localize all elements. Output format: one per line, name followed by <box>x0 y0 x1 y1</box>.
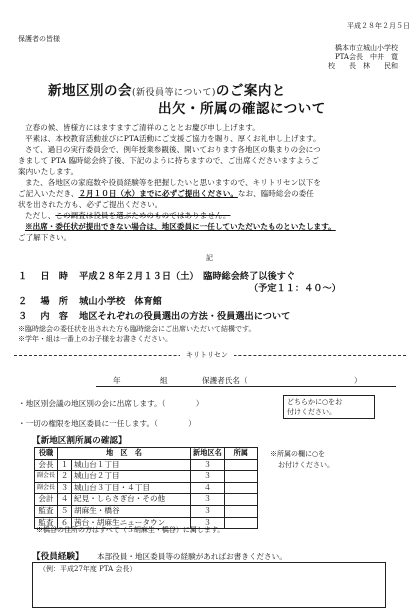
row-role: 監査 <box>35 505 58 517</box>
assignment-heading: 【新地区割所属の確認】 <box>32 436 127 446</box>
column-area: 地 区 名 <box>58 448 191 460</box>
table-row <box>35 505 258 517</box>
row-code: ３ <box>191 471 225 483</box>
row-role: 副会長 <box>35 471 58 483</box>
delegate-option[interactable]: ・一切の権限を地区委員に一任します。（ ） <box>18 419 196 428</box>
note-1: ※臨時総会の委任状を出された方も臨時総会にご出席いただいて結構です。 <box>18 325 256 333</box>
row-belong-cell[interactable] <box>224 482 257 494</box>
paragraph-7: ご了解下さい。 <box>18 233 72 242</box>
row-no: ２ <box>58 471 72 483</box>
row-belong-cell[interactable] <box>224 494 257 506</box>
paragraph-5 <box>25 210 231 221</box>
title-line-1-c: のご案内と <box>215 83 286 99</box>
row-area: 茜台・胡麻生ニュータウン <box>72 517 191 529</box>
row-code: ４ <box>191 482 225 494</box>
cut-line-label: キリトリセン <box>180 350 234 360</box>
item-1-value: 平成２８年２月１３日（土） 臨時総会終了以後すぐ <box>79 271 296 282</box>
assignment-table <box>34 447 258 529</box>
class-label: 組 <box>160 376 168 385</box>
guardian-name-field[interactable] <box>96 386 396 387</box>
table-row <box>35 471 258 483</box>
row-area: 城山台３丁目・４丁目 <box>72 482 191 494</box>
title-line-1-a: 新地区別の会 <box>48 83 132 99</box>
assignment-footnote: ※橋谷の住所の方はすべて（５胡麻生・橋谷）に属します。 <box>36 526 225 534</box>
row-area: 胡麻生・橋谷 <box>72 505 191 517</box>
row-belong-cell[interactable] <box>224 505 257 517</box>
experience-input-box[interactable] <box>32 562 386 608</box>
item-1-time: （予定１１：４０〜） <box>249 283 341 294</box>
item-2-no: ２ <box>18 296 28 307</box>
paragraph-4b-pre: ご記入いただき、 <box>18 189 79 198</box>
paragraph-4b-post: なお、臨時総会の委任 <box>237 189 314 198</box>
row-belong-cell[interactable] <box>224 459 257 471</box>
row-no: １ <box>58 459 72 471</box>
grade-label: 年 <box>113 376 121 385</box>
column-new-area: 新地区名 <box>191 448 225 460</box>
paragraph-2: 平素は、本校教育活動並びにPTA活動にご支援ご協力を賜り、厚くお礼申し上げます。 <box>25 134 321 143</box>
submission-deadline: ２月１０日（水）までに必ずご提出ください。 <box>78 189 238 198</box>
row-no: ４ <box>58 494 72 506</box>
sender-school: 橋本市立城山小学校 <box>335 44 398 52</box>
row-no: ６ <box>58 517 72 529</box>
belong-note-line-1: ※所属の欄に○を <box>270 450 326 458</box>
column-belong: 所属 <box>224 448 257 460</box>
guardian-name-label: 保護者氏名（ <box>202 376 248 385</box>
row-code: ３ <box>191 459 225 471</box>
title-line-2: 出欠・所属の確認について <box>158 101 326 117</box>
paragraph-1: 立春の候、皆様方にはますますご清祥のこととお慶び申し上げます。 <box>25 123 260 132</box>
row-no: ３ <box>58 482 72 494</box>
paragraph-5-struck: この調査は役員を選ぶためのものではありません。 <box>55 211 231 220</box>
row-code: ３ <box>191 494 225 506</box>
sender-principal: 校 長 林 民和 <box>328 62 398 70</box>
row-area: 城山台１丁目 <box>72 459 191 471</box>
belong-note-line-2: お付けください。 <box>278 461 334 469</box>
choose-note-line-2: 付けください。 <box>287 408 336 416</box>
paragraph-3c: 案内いたします。 <box>18 167 79 176</box>
paragraph-3b: きまして PTA 臨時総会終了後、下記のように持ちますので、ご出席くださいますようご <box>18 156 319 165</box>
item-3-value: 地区それぞれの役員選出の方法・役員選出について <box>79 311 291 322</box>
guardian-name-close: ） <box>354 376 362 385</box>
item-3-no: ３ <box>18 311 28 322</box>
assignment-header-row <box>35 448 258 460</box>
item-2-value: 城山小学校 体育館 <box>79 296 162 307</box>
row-belong-cell[interactable] <box>224 517 257 529</box>
experience-prompt: 本部役員・地区委員等の経験があればお書きください。 <box>97 552 287 561</box>
ki-marker: 記 <box>206 254 213 262</box>
row-role: 会計 <box>35 494 58 506</box>
paragraph-4b <box>18 188 314 199</box>
choose-note-line-1: どちらかに○をお <box>287 398 343 406</box>
paragraph-4a: また、各地区の家庭数や役員経験等を把握したいと思いますので、キリトリセン以下を <box>25 178 321 187</box>
addressee: 保護者の皆様 <box>18 35 60 43</box>
row-code: ３ <box>191 517 225 529</box>
row-role: 副会長 <box>35 482 58 494</box>
table-row <box>35 482 258 494</box>
sender-pta-president: PTA会長 中井 寛 <box>334 53 398 61</box>
row-role: 会長 <box>35 459 58 471</box>
paragraph-6: ※出席・委任状が提出できない場合は、地区委員に一任していただいたものといたします。 <box>25 222 336 231</box>
row-code: ３ <box>191 505 225 517</box>
item-2-label: 場 所 <box>40 296 68 307</box>
note-2: ※学年・組は一番上のお子様をお書きください。 <box>18 335 172 343</box>
experience-example: （例：平成27年度 PTA 会長） <box>39 565 137 573</box>
item-1-no: １ <box>18 271 28 282</box>
table-row <box>35 459 258 471</box>
choose-note-box <box>283 395 375 419</box>
document-date: 平成２８年２月５日 <box>347 22 410 30</box>
title-line-1-b: (新役員等について) <box>132 88 216 98</box>
row-no: ５ <box>58 505 72 517</box>
experience-heading: 【役員経験】 <box>32 552 84 562</box>
item-1-label: 日 時 <box>40 271 68 282</box>
table-row <box>35 494 258 506</box>
column-role: 役職 <box>35 448 58 460</box>
paragraph-5-pre: ただし、 <box>25 211 56 220</box>
title-line-1 <box>48 79 286 99</box>
item-3 <box>18 308 290 322</box>
paragraph-3a: さて、過日の実行委員会で、例年授業参観後、開いております各地区の集まりの会につ <box>25 145 321 154</box>
row-area: 紀見・しらさぎ台・その他 <box>72 494 191 506</box>
row-belong-cell[interactable] <box>224 471 257 483</box>
item-3-label: 内 容 <box>40 311 68 322</box>
paragraph-4c: 状を出された方も、必ずご提出ください。 <box>18 200 163 209</box>
row-role: 監査 <box>35 517 58 529</box>
row-area: 城山台２丁目 <box>72 471 191 483</box>
attend-option[interactable]: ・地区別会議の地区別の会に出席します。（ ） <box>18 399 204 408</box>
item-2 <box>18 293 162 307</box>
